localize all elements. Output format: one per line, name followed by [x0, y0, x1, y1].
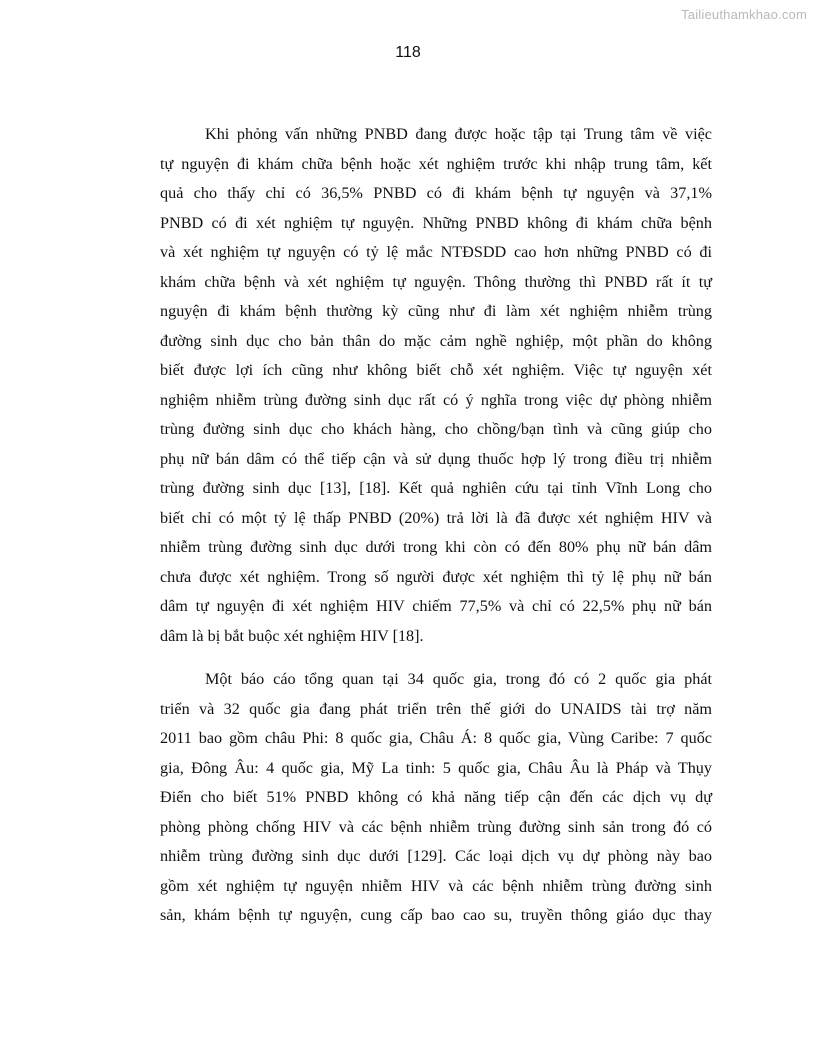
text-line: 2011 bao gồm châu Phi: 8 quốc gia, Châu Á: 8 quốc gia, Vùng Caribe: 7 quốc — [160, 729, 712, 747]
text-line: biết được lợi ích cũng như không biết chỗ xét nghiệm. Việc tự nguyện xét — [160, 361, 712, 379]
text-line: nguyện đi khám bệnh thường kỳ cũng như đi làm xét nghiệm nhiễm trùng — [160, 302, 712, 320]
text-line: biết chỉ có một tỷ lệ thấp PNBD (20%) trả lời là đã được xét nghiệm HIV và — [160, 508, 712, 527]
paragraph-1 — [160, 120, 712, 651]
text-line: Một báo cáo tổng quan tại 34 quốc gia, trong đó có 2 quốc gia phát — [205, 670, 712, 688]
document-body — [160, 120, 712, 931]
text-line: triển và 32 quốc gia đang phát triển trên thế giới do UNAIDS tài trợ năm — [160, 699, 712, 718]
text-line: chưa được xét nghiệm. Trong số người được xét nghiệm thì tỷ lệ phụ nữ bán — [160, 567, 712, 586]
text-line: tự nguyện đi khám chữa bệnh hoặc xét nghiệm trước khi nhập trung tâm, kết — [160, 154, 712, 173]
text-line: quả cho thấy chỉ có 36,5% PNBD có đi khám bệnh tự nguyện và 37,1% — [160, 184, 712, 202]
paragraph-2 — [160, 665, 712, 931]
text-line: phòng phòng chống HIV và các bệnh nhiễm trùng đường sinh sản trong đó có — [160, 817, 712, 836]
text-line: nhiễm trùng đường sinh dục dưới [129]. Các loại dịch vụ dự phòng này bao — [160, 847, 712, 865]
text-line: và xét nghiệm tự nguyện có tỷ lệ mắc NTĐSDD cao hơn những PNBD có đi — [160, 243, 712, 261]
text-line: nhiễm trùng đường sinh dục dưới trong khi còn có đến 80% phụ nữ bán dâm — [160, 538, 712, 556]
text-line: PNBD có đi xét nghiệm tự nguyện. Những PNBD không đi khám chữa bệnh — [160, 213, 712, 232]
text-line: sản, khám bệnh tự nguyện, cung cấp bao cao su, truyền thông giáo dục thay — [160, 906, 712, 924]
text-line: dâm là bị bắt buộc xét nghiệm HIV [18]. — [160, 626, 424, 645]
text-line: Điển cho biết 51% PNBD không có khả năng tiếp cận đến các dịch vụ dự — [160, 788, 712, 806]
watermark-text: Tailieuthamkhao.com — [681, 7, 807, 22]
text-line: gia, Đông Âu: 4 quốc gia, Mỹ La tinh: 5 quốc gia, Châu Âu là Pháp và Thụy — [160, 758, 712, 777]
text-line: dâm tự nguyện đi xét nghiệm HIV chiếm 77,5% và chỉ có 22,5% phụ nữ bán — [160, 597, 712, 615]
text-line: trùng đường sinh dục [13], [18]. Kết quả nghiên cứu tại tỉnh Vĩnh Long cho — [160, 479, 712, 497]
text-line: trùng đường sinh dục cho khách hàng, cho chồng/bạn tình và cũng giúp cho — [160, 420, 712, 438]
page-number: 118 — [395, 44, 421, 61]
text-line: khám chữa bệnh và xét nghiệm tự nguyện. Thông thường thì PNBD rất ít tự — [160, 272, 712, 291]
text-line: gồm xét nghiệm tự nguyện nhiễm HIV và các bệnh nhiễm trùng đường sinh — [160, 876, 712, 895]
text-line: phụ nữ bán dâm có thể tiếp cận và sử dụng thuốc hợp lý trong điều trị nhiễm — [160, 449, 712, 468]
text-line: nghiệm nhiễm trùng đường sinh dục rất có ý nghĩa trong việc dự phòng nhiễm — [160, 390, 712, 409]
text-line: Khi phỏng vấn những PNBD đang được hoặc tập tại Trung tâm về việc — [205, 125, 712, 143]
text-line: đường sinh dục cho bản thân do mặc cảm nghề nghiệp, một phần do không — [160, 331, 712, 350]
